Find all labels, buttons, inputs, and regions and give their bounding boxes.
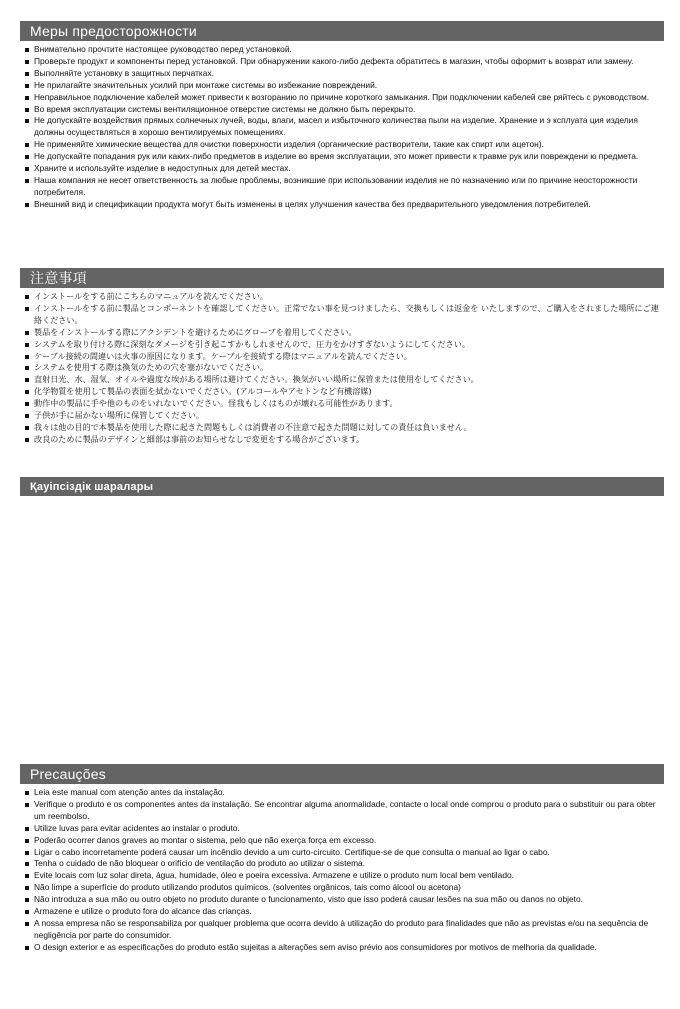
section-header: [20, 477, 664, 496]
list-item: Не применяйте химические вещества для очистки поверхности изделия (органические растворители, такие как спирт или ацетон).: [24, 139, 660, 151]
section-header: [20, 268, 664, 288]
section-russian: [20, 21, 664, 211]
list-item: Não limpe a superfície do produto utilizando produtos químicos. (solventes orgânicos, tais como álcool ou acetona): [24, 882, 660, 894]
list-item: Leia este manual com atenção antes da instalação.: [24, 787, 660, 799]
list-item: Внешний вид и спецификации продукта могут быть изменены в целях улучшения качества без предварительного уведомления потребителей.: [24, 199, 660, 211]
list-item: 製品をインストールする際にアクシデントを避けるためにグローブを着用してください。: [24, 327, 660, 339]
list-item: Armazene e utilize o produto fora do alcance das crianças.: [24, 906, 660, 918]
list-item: 直射日光、水、湿気、オイルや過度な埃がある場所は避けてください。換気がいい場所に保管または使用をしてください。: [24, 374, 660, 386]
precautions-list: [20, 787, 664, 954]
list-item: Verifique o produto e os componentes antes da instalação. Se encontrar alguma anormalidade, contacte o local onde comprou o produto para o substituir ou para obter um reembolso.: [24, 799, 660, 823]
list-item: Poderão ocorrer danos graves ao montar o sistema, pelo que não exerça força em excesso.: [24, 835, 660, 847]
section-kazakh: [20, 477, 664, 754]
precautions-list: [20, 291, 664, 446]
blank-content-area: [20, 496, 664, 754]
list-item: インストールをする前に製品とコンポーネントを確認してください。正常でない事を見つけましたら、交換もしくは返金を いたしますので、ご購入をされました場所にご連絡ください。: [24, 303, 660, 327]
list-item: Не прилагайте значительных усилий при монтаже системы во избежание повреждений.: [24, 80, 660, 92]
list-item: Utilize luvas para evitar acidentes ao instalar o produto.: [24, 823, 660, 835]
list-item: 化学物質を使用して製品の表面を拭かないでください。(アルコールやアセトンなど有機溶媒): [24, 386, 660, 398]
list-item: Выполняйте установку в защитных перчатках.: [24, 68, 660, 80]
list-item: インストールをする前にこちらのマニュアルを読んでください。: [24, 291, 660, 303]
list-item: Храните и используйте изделие в недоступных для детей местах.: [24, 163, 660, 175]
list-item: Não introduza a sua mão ou outro objeto no produto durante o funcionamento, visto que isso poderá causar lesões na sua mão ou danos no objeto.: [24, 894, 660, 906]
list-item: A nossa empresa não se responsabiliza por qualquer problema que ocorra devido à utilização do produto para finalidades que não as previstas e/ou na sequência de negligência por parte do consumidor.: [24, 918, 660, 942]
section-portuguese: [20, 764, 664, 954]
list-item: Не допускайте попадания рук или каких-либо предметов в изделие во время эксплуатации, это может привести к травме рук или повреждени ю предмета.: [24, 151, 660, 163]
list-item: Неправильное подключение кабелей может привести к возгоранию по причине короткого замыкания. При подключении кабелей све ряйтесь с руководством.: [24, 92, 660, 104]
section-title: Қауіпсіздік шаралары: [30, 480, 154, 493]
list-item: Не допускайте воздействия прямых солнечных лучей, воды, влаги, масел и избыточного количества пыли на изделие. Хранение и э ксплуата ция изделия должны осуществляться в хорошо вентилируемых помещениях.: [24, 115, 660, 139]
list-item: Внимательно прочтите настоящее руководство перед установкой.: [24, 44, 660, 56]
list-item: Наша компания не несет ответственность за любые проблемы, возникшие при использовании изделия не по назначению или по причине неосторожности потребителя.: [24, 175, 660, 199]
section-header: [20, 21, 664, 41]
list-item: Ligar o cabo incorretamente poderá causar um incêndio devido a um curto-circuito. Certifique-se de que consulta o manual ao ligar o cabo.: [24, 847, 660, 859]
section-japanese: [20, 268, 664, 446]
list-item: 改良のために製品のデザインと細部は事前のお知らせなしで変更をする場合がございます。: [24, 434, 660, 446]
list-item: ケーブル接続の間違いは火事の原因になります。ケーブルを接続する際はマニュアルを読んでください。: [24, 351, 660, 363]
precautions-list: [20, 44, 664, 211]
list-item: 我々は他の目的で本製品を使用した際に起きた問題もしくは消費者の不注意で起きた問題に対しての責任は負いません。: [24, 422, 660, 434]
list-item: Во время эксплуатации системы вентиляционное отверстие системы не должно быть перекрыто.: [24, 104, 660, 116]
section-title: Меры предосторожности: [30, 23, 197, 39]
section-header: [20, 764, 664, 784]
list-item: システムを取り付ける際に深刻なダメージを引き起こすかもしれませんので、圧力をかけすぎないようにしてください。: [24, 339, 660, 351]
list-item: O design exterior e as especificações do produto estão sujeitas a alterações sem aviso prévio aos consumidores por motivos de melhoria da qualidade.: [24, 942, 660, 954]
list-item: Проверьте продукт и компоненты перед установкой. При обнаружении какого-либо дефекта обратитесь в магазин, чтобы оформит ь возврат или замену.: [24, 56, 660, 68]
list-item: Tenha o cuidado de não bloquear o orifício de ventilação do produto ao utilizar o sistema.: [24, 858, 660, 870]
list-item: 動作中の製品に手や他のものをいれないでください。怪我もしくはものが壊れる可能性があります。: [24, 398, 660, 410]
section-title: 注意事項: [30, 270, 87, 286]
list-item: Evite locais com luz solar direta, água, humidade, óleo e poeira excessiva. Armazene e utilize o produto num local bem ventilado.: [24, 870, 660, 882]
list-item: 子供が手に届かない場所に保管してください。: [24, 410, 660, 422]
list-item: システムを使用する際は換気のための穴を塞がないでください。: [24, 362, 660, 374]
section-title: Precauções: [30, 766, 106, 782]
